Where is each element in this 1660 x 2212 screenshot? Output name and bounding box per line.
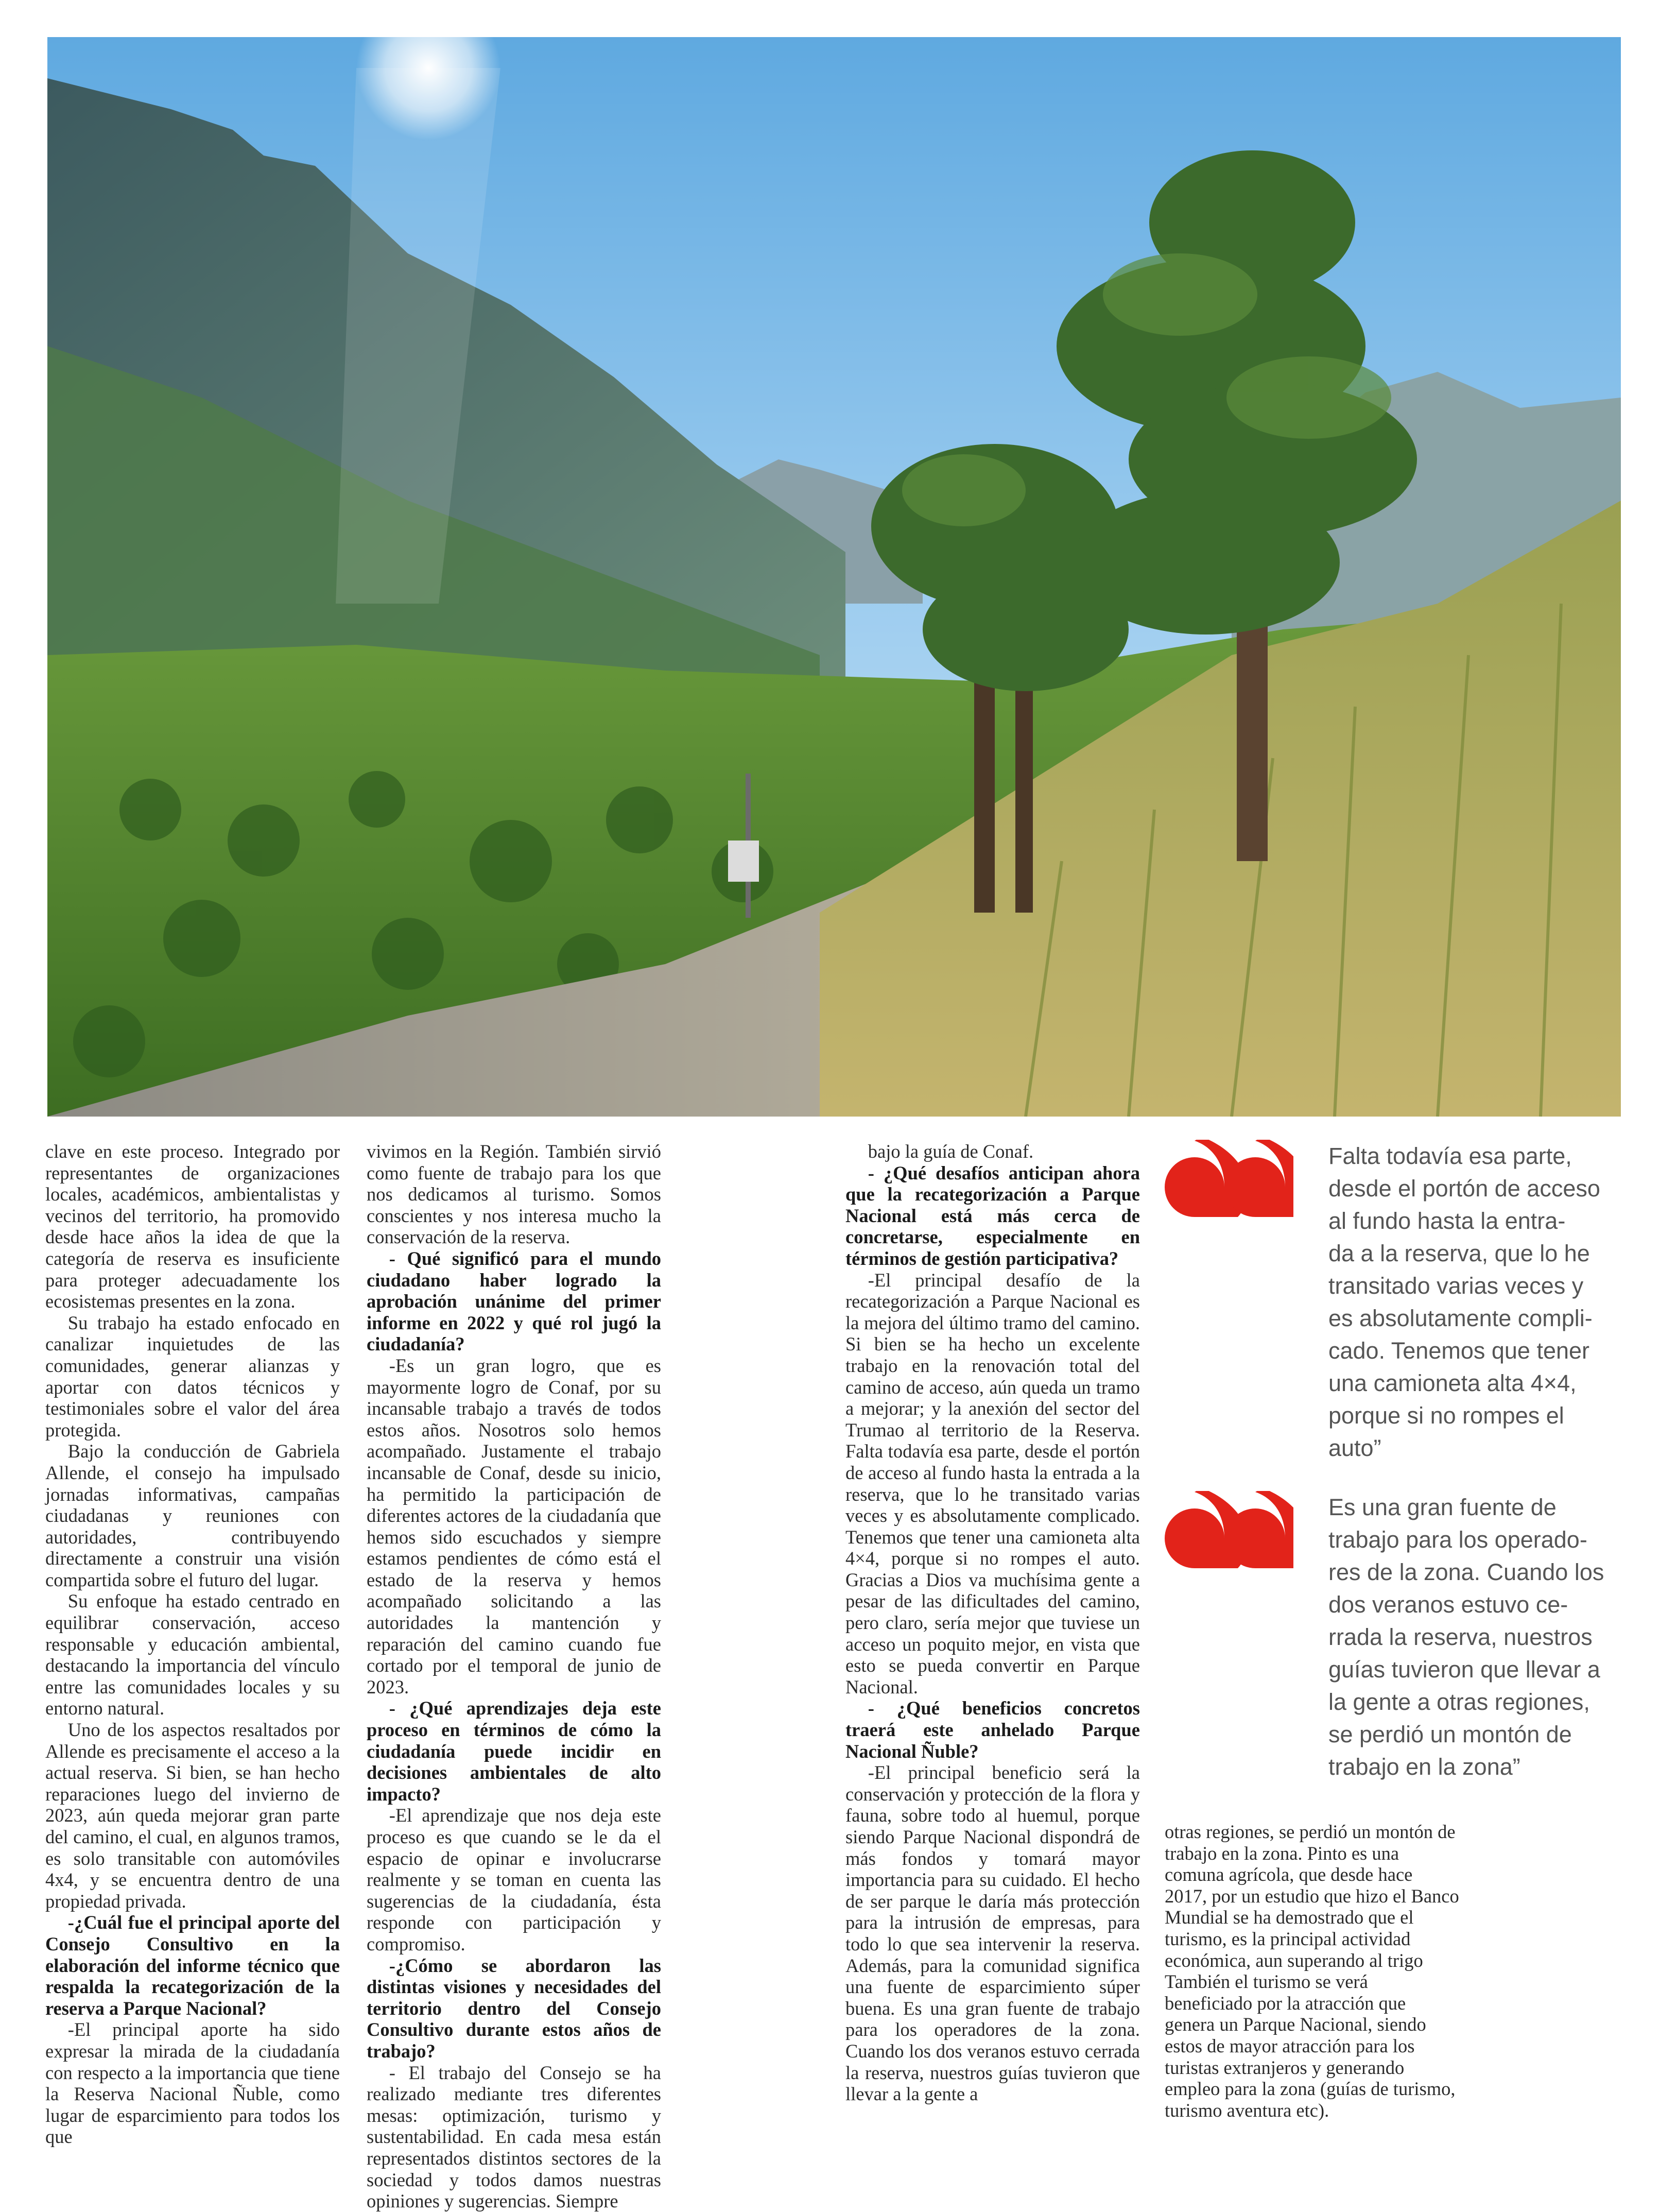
paragraph: Su enfoque ha estado centrado en equilibrar conservación, acceso responsable y educación ambiental, destacando la importancia del vínculo entre las comunidades locales y su entorno natural. bbox=[45, 1590, 340, 1719]
pull-quote-line: cado. Tenemos que tener bbox=[1328, 1338, 1590, 1364]
paragraph: - El trabajo del Consejo se ha realizado mediante tres diferentes mesas: optimización, turismo y sustentabilidad. En cada mesa están representados distintos sectores de la sociedad y todos damos nuestras opiniones y sugerencias. Siempre bbox=[367, 2062, 661, 2212]
pull-quote-line: res de la zona. Cuando los bbox=[1328, 1559, 1604, 1585]
interview-question: - ¿Qué aprendizajes deja este proceso en términos de cómo la ciudadanía puede incidir en decisiones ambientales de alto impacto? bbox=[367, 1697, 661, 1805]
pull-quote-text bbox=[1328, 1491, 1627, 1783]
paragraph: vivimos en la Región. También sirvió como fuente de trabajo para los que nos dedicamos al turismo. Somos conscientes y nos interesa mucho la conservación de la reserva. bbox=[367, 1141, 661, 1248]
pull-quote-line: rrada la reserva, nuestros bbox=[1328, 1624, 1593, 1650]
interview-question: -¿Cuál fue el principal aporte del Consejo Consultivo en la elaboración del informe técnico que respalda la recategorización de la reserva a Parque Nacional? bbox=[45, 1912, 340, 2019]
quote-marks-icon bbox=[1165, 1491, 1293, 1568]
pull-quote-line: dos veranos estuvo ce- bbox=[1328, 1591, 1568, 1618]
pull-quote-line: desde el portón de acceso bbox=[1328, 1175, 1600, 1202]
paragraph: Uno de los aspectos resaltados por Allende es precisamente el acceso a la actual reserva. Si bien, se han hecho reparaciones luego del invierno de 2023, aún queda mejorar gran parte del camino, el cual, en algunos tramos, es solo transitable con automóviles 4x4, y se encuentra dentro de una propiedad privada. bbox=[45, 1719, 340, 1912]
pull-quote-line: una camioneta alta 4×4, bbox=[1328, 1370, 1577, 1396]
paragraph: Bajo la conducción de Gabriela Allende, el consejo ha impulsado jornadas informativas, campañas ciudadanas y reuniones con autoridades, contribuyendo directamente a construir una visión compartida sobre el futuro del lugar. bbox=[45, 1441, 340, 1590]
pull-quote-line: guías tuvieron que llevar a bbox=[1328, 1656, 1600, 1683]
pull-quote-line: es absolutamente compli- bbox=[1328, 1305, 1593, 1331]
pull-quote-text bbox=[1328, 1140, 1627, 1464]
paragraph: clave en este proceso. Integrado por representantes de organizaciones locales, académicos, ambientalistas y vecinos del territorio, ha promovido desde hace años la idea de que la categoría de reserva es insuficiente para proteger adecuadamente los ecosistemas presentes en la zona. bbox=[45, 1141, 340, 1312]
pull-quote-line: la gente a otras regiones, bbox=[1328, 1689, 1590, 1715]
paragraph: -El principal beneficio será la conservación y protección de la flora y fauna, sobre todo al huemul, porque siendo Parque Nacional dispondrá de más fondos y tomará mayor importancia para su cuidado. El hecho de ser parque le daría más protección para la intrusión de empresas, para todo lo que sea intervenir la reserva. Además, para la comunidad significa una fuente de esparcimiento súper buena. Es una gran fuente de trabajo para los operadores de la zona. Cuando los dos veranos estuvo cerrada la reserva, nuestros guías tuvieron que llevar a la gente a bbox=[845, 1762, 1140, 2105]
paragraph: otras regiones, se perdió un montón de trabajo en la zona. Pinto es una comuna agrícola, que desde hace 2017, por un estudio que hizo el Banco Mundial se ha demostrado que el turismo, es la principal actividad económica, aun superando al trigo También el turismo se verá beneficiado por la atracción que genera un Parque Nacional, siendo estos de mayor atracción para los turistas extranjeros y generando empleo para la zona (guías de turismo, turismo aventura etc). bbox=[1165, 1821, 1459, 2121]
interview-question: - ¿Qué desafíos anticipan ahora que la recategorización a Parque Nacional está más cerca de concretarse, especialmente en términos de gestión participativa? bbox=[845, 1162, 1140, 1269]
pull-quote-line: auto” bbox=[1328, 1435, 1381, 1461]
paragraph: -El aprendizaje que nos deja este proceso es que cuando se le da el espacio de opinar e involucrarse realmente y se toman en cuenta las sugerencias de la ciudadanía, ésta responde con participación y compromiso. bbox=[367, 1805, 661, 1954]
mountain-valley-photo bbox=[47, 37, 1621, 1117]
pull-quote-line: al fundo hasta la entra- bbox=[1328, 1208, 1566, 1234]
article-column-2 bbox=[367, 1141, 661, 2212]
pull-quote-line: transitado varias veces y bbox=[1328, 1273, 1584, 1299]
paragraph: -Es un gran logro, que es mayormente logro de Conaf, por su incansable trabajo a través de todos estos años. Nosotros solo hemos acompañado. Justamente el trabajo incansable de Conaf, desde su inicio, ha permitido la participación de diferentes actores de la ciudadanía que hemos sido escuchados y siempre estamos pendientes de cómo está el estado de la reserva y hemos acompañado solicitando a las autoridades la mantención y reparación del camino cuando fue cortado por el temporal de junio de 2023. bbox=[367, 1354, 661, 1697]
hero-photo bbox=[47, 37, 1621, 1117]
paragraph: Su trabajo ha estado enfocado en canalizar inquietudes de las comunidades, generar alianzas y aportar con datos técnicos y testimoniales sobre el valor del área protegida. bbox=[45, 1312, 340, 1441]
pull-quote-line: Es una gran fuente de bbox=[1328, 1494, 1557, 1520]
article-column-3 bbox=[845, 1141, 1140, 2105]
interview-question: - Qué significó para el mundo ciudadano haber logrado la aprobación unánime del primer informe en 2022 y qué rol jugó la ciudadanía? bbox=[367, 1247, 661, 1355]
pull-quote-line: Falta todavía esa parte, bbox=[1328, 1143, 1572, 1169]
pull-quote-line: se perdió un montón de bbox=[1328, 1721, 1572, 1747]
interview-question: - ¿Qué beneficios concretos traerá este anhelado Parque Nacional Ñuble? bbox=[845, 1697, 1140, 1762]
quote-marks-icon bbox=[1165, 1140, 1293, 1217]
article-column-4 bbox=[1165, 1821, 1459, 2121]
pull-quote-line: trabajo en la zona” bbox=[1328, 1754, 1520, 1780]
interview-question: -¿Cómo se abordaron las distintas visiones y necesidades del territorio dentro del Consejo Consultivo durante estos años de trabajo? bbox=[367, 1954, 661, 2062]
paragraph: -El principal desafío de la recategorización a Parque Nacional es la mejora del último tramo del camino. Si bien se ha hecho un excelente trabajo en la renovación total del camino de acceso, aún queda un tramo a mejorar; y la anexión del sector del Trumao al territorio de la Reserva. Falta todavía esa parte, desde el portón de acceso al fundo hasta la entrada a la reserva, que lo he transitado varias veces y es absolutamente complicado. Tenemos que tener una camioneta alta 4×4, porque si no rompes el auto. Gracias a Dios va muchísima gente a pesar de las dificultades del camino, pero claro, sería mejor que tuviese un acceso un poquito mejor, en vista que esto se pueda convertir en Parque Nacional. bbox=[845, 1269, 1140, 1697]
article-column-1 bbox=[45, 1141, 340, 2148]
pull-quote-line: da a la reserva, que lo he bbox=[1328, 1240, 1590, 1266]
paragraph: bajo la guía de Conaf. bbox=[868, 1141, 1034, 1162]
paragraph: -El principal aporte ha sido expresar la mirada de la ciudadanía con respecto a la importancia que tiene la Reserva Nacional Ñuble, como lugar de esparcimiento para todos los que bbox=[45, 2019, 340, 2148]
pull-quote bbox=[1165, 1491, 1623, 1810]
pull-quote-line: porque si no rompes el bbox=[1328, 1402, 1564, 1429]
pull-quote-line: trabajo para los operado- bbox=[1328, 1527, 1587, 1553]
pull-quote bbox=[1165, 1140, 1623, 1459]
